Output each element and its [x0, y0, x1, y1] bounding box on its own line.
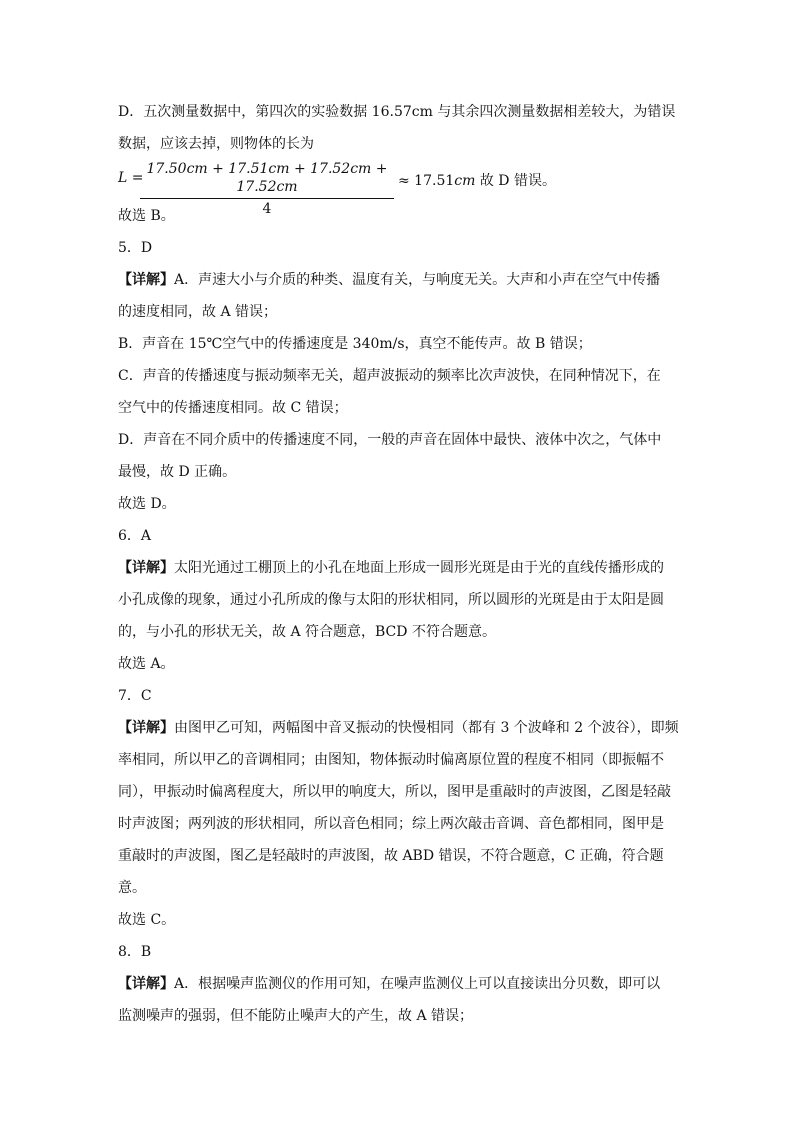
- text-line: D．五次测量数据中，第四次的实验数据 16.57cm 与其余四次测量数据相差较大，为错误: [118, 104, 676, 120]
- text-line: 数据，应该去掉，则物体的长为: [118, 136, 314, 152]
- text-line: B．声音在 15℃空气中的传播速度是 340m/s，真空不能传声。故 B 错误；: [118, 336, 592, 352]
- question-header: 5．D: [118, 240, 153, 256]
- fraction-bar: [140, 198, 394, 199]
- text-span: 由图甲乙可知，两幅图中音叉振动的快慢相同（都有 3 个波峰和 2 个波谷），即频: [174, 720, 679, 736]
- detail-bracket: 【详解】: [118, 976, 174, 992]
- text-span: A．声速大小与介质的种类、温度有关，与响度无关。大声和小声在空气中传播: [174, 272, 661, 288]
- formula-fraction: [140, 160, 394, 217]
- text-line: 小孔成像的现象，通过小孔所成的像与太阳的形状相同，所以圆形的光斑是由于太阳是圆: [118, 592, 664, 608]
- text-line: 率相同，所以甲乙的音调相同；由图知，物体振动时偏离原位置的程度不相同（即振幅不: [118, 752, 664, 768]
- question-header: 7．C: [118, 688, 152, 704]
- text-line: 的速度相同，故 A 错误；: [118, 304, 278, 320]
- text-line: [118, 558, 664, 578]
- detail-bracket: 【详解】: [118, 720, 174, 736]
- text-line: 同），甲振动时偏离程度大，所以甲的响度大，所以，图甲是重敲时的声波图，乙图是轻敲: [118, 784, 671, 800]
- detail-bracket: 【详解】: [118, 560, 174, 576]
- text-line: 时声波图；两列波的形状相同，所以音色相同；综上两次敲击音调、音色都相同，图甲是: [118, 816, 664, 832]
- text-span: A．根据噪声监测仪的作用可知，在噪声监测仪上可以直接读出分贝数，即可以: [174, 976, 661, 992]
- formula-unit: cm: [454, 173, 476, 189]
- formula-lhs: L =: [118, 170, 144, 186]
- text-line: [118, 718, 679, 738]
- question-header: 6．A: [118, 528, 152, 544]
- answer-conclusion: 故选 A。: [118, 656, 175, 672]
- text-line: 意。: [118, 880, 146, 896]
- formula-numerator: 17.50cm + 17.51cm + 17.52cm + 17.52cm: [146, 161, 388, 195]
- formula-result: [398, 170, 556, 190]
- formula-tail: 故 D 错误。: [479, 173, 556, 189]
- detail-bracket: 【详解】: [118, 272, 174, 288]
- text-line: 重敲时的声波图，图乙是轻敲时的声波图，故 ABD 错误，不符合题意，C 正确，符合题: [118, 848, 664, 864]
- text-line: [118, 270, 660, 290]
- answer-conclusion: 故选 C。: [118, 912, 176, 928]
- answer-conclusion: 故选 D。: [118, 496, 176, 512]
- formula-approx: ≈ 17.51: [398, 173, 455, 189]
- question-header: 8．B: [118, 944, 152, 960]
- formula-denominator: 4: [262, 201, 272, 217]
- text-line: D．声音在不同介质中的传播速度不同，一般的声音在固体中最快、液体中次之，气体中: [118, 432, 662, 448]
- text-line: 的，与小孔的形状无关，故 A 符合题意，BCD 不符合题意。: [118, 624, 496, 640]
- text-line: 空气中的传播速度相同。故 C 错误；: [118, 400, 348, 416]
- text-line: 最慢，故 D 正确。: [118, 464, 237, 480]
- text-line: [118, 974, 660, 994]
- text-line: C．声音的传播速度与振动频率无关，超声波振动的频率比次声波快，在同种情况下，在: [118, 368, 661, 384]
- text-line: 监测噪声的强弱，但不能防止噪声大的产生，故 A 错误；: [118, 1008, 474, 1024]
- answer-conclusion: 故选 B。: [118, 208, 175, 224]
- text-span: 太阳光通过工棚顶上的小孔在地面上形成一圆形光斑是由于光的直线传播形成的: [174, 560, 664, 576]
